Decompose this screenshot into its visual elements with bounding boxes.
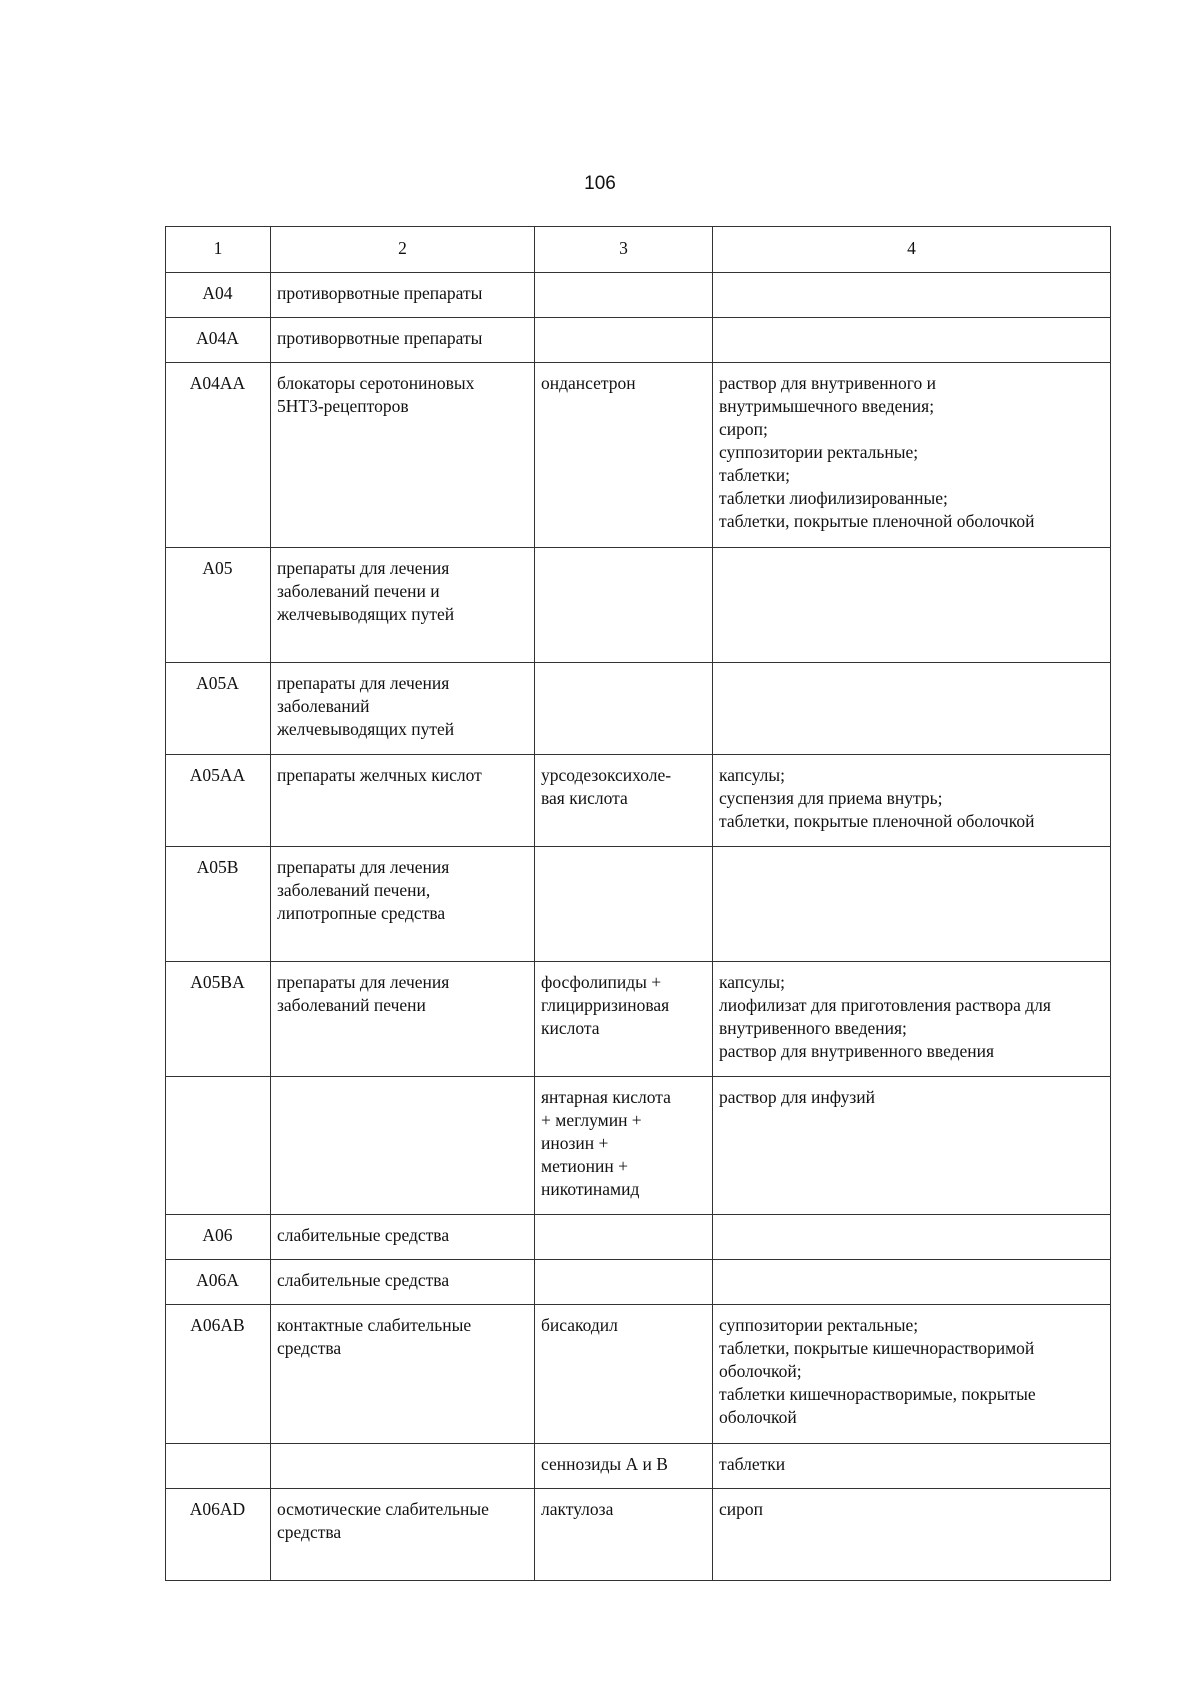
substance-line: инозин + <box>541 1133 609 1153</box>
table-row <box>166 1305 1111 1444</box>
dosage-forms-cell <box>713 1444 1111 1489</box>
group-cell <box>271 1489 535 1581</box>
dosage-forms-line: таблетки <box>719 1454 786 1474</box>
group-line: препараты для лечения <box>277 673 450 693</box>
dosage-forms-line: капсулы; <box>719 765 786 785</box>
table-row <box>166 663 1111 755</box>
group-line: средства <box>277 1338 342 1358</box>
atc-code-cell: A05B <box>166 847 271 962</box>
substance-cell <box>535 1215 713 1260</box>
substance-line: лактулоза <box>541 1499 614 1519</box>
dosage-forms-line: капсулы; <box>719 972 786 992</box>
table-row <box>166 548 1111 663</box>
dosage-forms-cell <box>713 1215 1111 1260</box>
atc-code-cell: A06 <box>166 1215 271 1260</box>
group-line: препараты для лечения <box>277 558 450 578</box>
table-row <box>166 962 1111 1077</box>
substance-cell <box>535 1444 713 1489</box>
group-cell <box>271 962 535 1077</box>
group-line: блокаторы серотониновых <box>277 373 475 393</box>
group-line: желчевыводящих путей <box>277 719 455 739</box>
group-line: слабительные средства <box>277 1270 450 1290</box>
group-cell <box>271 755 535 847</box>
table-row <box>166 1489 1111 1581</box>
table-row <box>166 363 1111 548</box>
dosage-forms-line: раствор для внутривенного введения <box>719 1041 995 1061</box>
dosage-forms-line: внутримышечного введения; <box>719 396 935 416</box>
dosage-forms-cell <box>713 847 1111 962</box>
dosage-forms-line: таблетки кишечнорастворимые, покрытые <box>719 1384 1036 1404</box>
dosage-forms-cell <box>713 1077 1111 1215</box>
dosage-forms-line: раствор для инфузий <box>719 1087 876 1107</box>
group-line: противорвотные препараты <box>277 283 483 303</box>
substance-cell <box>535 755 713 847</box>
substance-line: кислота <box>541 1018 600 1038</box>
atc-code-cell: A06AB <box>166 1305 271 1444</box>
group-cell <box>271 1215 535 1260</box>
group-line: заболеваний <box>277 696 370 716</box>
substance-line: метионин + <box>541 1156 628 1176</box>
substance-line: никотинамид <box>541 1179 640 1199</box>
atc-code-cell: A05BA <box>166 962 271 1077</box>
dosage-forms-cell <box>713 1260 1111 1305</box>
dosage-forms-line: суппозитории ректальные; <box>719 442 919 462</box>
group-cell <box>271 847 535 962</box>
dosage-forms-line: раствор для внутривенного и <box>719 373 937 393</box>
group-line: желчевыводящих путей <box>277 604 455 624</box>
dosage-forms-line: сироп; <box>719 419 768 439</box>
dosage-forms-cell <box>713 363 1111 548</box>
atc-code-cell <box>166 1077 271 1215</box>
table-row <box>166 847 1111 962</box>
group-cell <box>271 273 535 318</box>
group-cell <box>271 663 535 755</box>
drug-classification-table <box>165 226 1111 1581</box>
substance-line: глицирризиновая <box>541 995 670 1015</box>
atc-code-cell: A06AD <box>166 1489 271 1581</box>
group-line: заболеваний печени <box>277 995 426 1015</box>
dosage-forms-cell <box>713 548 1111 663</box>
atc-code-cell: A05AA <box>166 755 271 847</box>
group-line: заболеваний печени, <box>277 880 431 900</box>
dosage-forms-line: таблетки; <box>719 465 790 485</box>
group-line: средства <box>277 1522 342 1542</box>
dosage-forms-line: таблетки, покрытые пленочной оболочкой <box>719 511 1035 531</box>
substance-line: + меглумин + <box>541 1110 642 1130</box>
substance-cell <box>535 847 713 962</box>
table-header-row <box>166 227 1111 273</box>
group-cell <box>271 1444 535 1489</box>
dosage-forms-cell <box>713 1305 1111 1444</box>
group-cell <box>271 1260 535 1305</box>
table-row <box>166 1444 1111 1489</box>
substance-line: янтарная кислота <box>541 1087 671 1107</box>
dosage-forms-line: оболочкой <box>719 1407 797 1427</box>
group-line: 5HT3-рецепторов <box>277 396 409 416</box>
column-header-3: 3 <box>535 227 713 273</box>
table-row <box>166 755 1111 847</box>
group-line: заболеваний печени и <box>277 581 440 601</box>
table-body <box>166 273 1111 1581</box>
table-row <box>166 1260 1111 1305</box>
dosage-forms-line: сироп <box>719 1499 763 1519</box>
atc-code-cell: A04A <box>166 318 271 363</box>
atc-code-cell: A04AA <box>166 363 271 548</box>
atc-code-cell: A05A <box>166 663 271 755</box>
group-cell <box>271 318 535 363</box>
dosage-forms-line: суппозитории ректальные; <box>719 1315 919 1335</box>
substance-cell <box>535 663 713 755</box>
table-row <box>166 1215 1111 1260</box>
dosage-forms-line: таблетки, покрытые кишечнорастворимой <box>719 1338 1035 1358</box>
atc-code-cell: A05 <box>166 548 271 663</box>
substance-line: сеннозиды А и В <box>541 1454 668 1474</box>
dosage-forms-line: внутривенного введения; <box>719 1018 907 1038</box>
group-line: препараты для лечения <box>277 972 450 992</box>
group-cell <box>271 363 535 548</box>
substance-cell <box>535 273 713 318</box>
table-row <box>166 318 1111 363</box>
dosage-forms-cell <box>713 962 1111 1077</box>
group-line: слабительные средства <box>277 1225 450 1245</box>
atc-code-cell <box>166 1444 271 1489</box>
dosage-forms-cell <box>713 273 1111 318</box>
substance-cell <box>535 1260 713 1305</box>
group-line: препараты желчных кислот <box>277 765 482 785</box>
column-header-2: 2 <box>271 227 535 273</box>
substance-cell <box>535 1077 713 1215</box>
group-line: препараты для лечения <box>277 857 450 877</box>
group-line: осмотические слабительные <box>277 1499 489 1519</box>
group-line: липотропные средства <box>277 903 446 923</box>
group-cell <box>271 1077 535 1215</box>
dosage-forms-cell <box>713 755 1111 847</box>
dosage-forms-line: лиофилизат для приготовления раствора для <box>719 995 1051 1015</box>
dosage-forms-line: суспензия для приема внутрь; <box>719 788 943 808</box>
dosage-forms-cell <box>713 318 1111 363</box>
group-cell <box>271 548 535 663</box>
substance-cell <box>535 363 713 548</box>
substance-line: урсодезоксихоле- <box>541 765 672 785</box>
dosage-forms-line: таблетки лиофилизированные; <box>719 488 948 508</box>
substance-line: вая кислота <box>541 788 628 808</box>
group-line: противорвотные препараты <box>277 328 483 348</box>
page-number: 106 <box>584 173 616 194</box>
substance-cell <box>535 548 713 663</box>
dosage-forms-line: оболочкой; <box>719 1361 802 1381</box>
dosage-forms-cell <box>713 1489 1111 1581</box>
dosage-forms-cell <box>713 663 1111 755</box>
substance-cell <box>535 1305 713 1444</box>
substance-cell <box>535 1489 713 1581</box>
group-cell <box>271 1305 535 1444</box>
table-row <box>166 1077 1111 1215</box>
column-header-1: 1 <box>166 227 271 273</box>
column-header-4: 4 <box>713 227 1111 273</box>
substance-line: ондансетрон <box>541 373 636 393</box>
dosage-forms-line: таблетки, покрытые пленочной оболочкой <box>719 811 1035 831</box>
substance-line: фосфолипиды + <box>541 972 662 992</box>
atc-code-cell: A06A <box>166 1260 271 1305</box>
atc-code-cell: A04 <box>166 273 271 318</box>
substance-cell <box>535 318 713 363</box>
substance-line: бисакодил <box>541 1315 618 1335</box>
substance-cell <box>535 962 713 1077</box>
table-row <box>166 273 1111 318</box>
group-line: контактные слабительные <box>277 1315 472 1335</box>
